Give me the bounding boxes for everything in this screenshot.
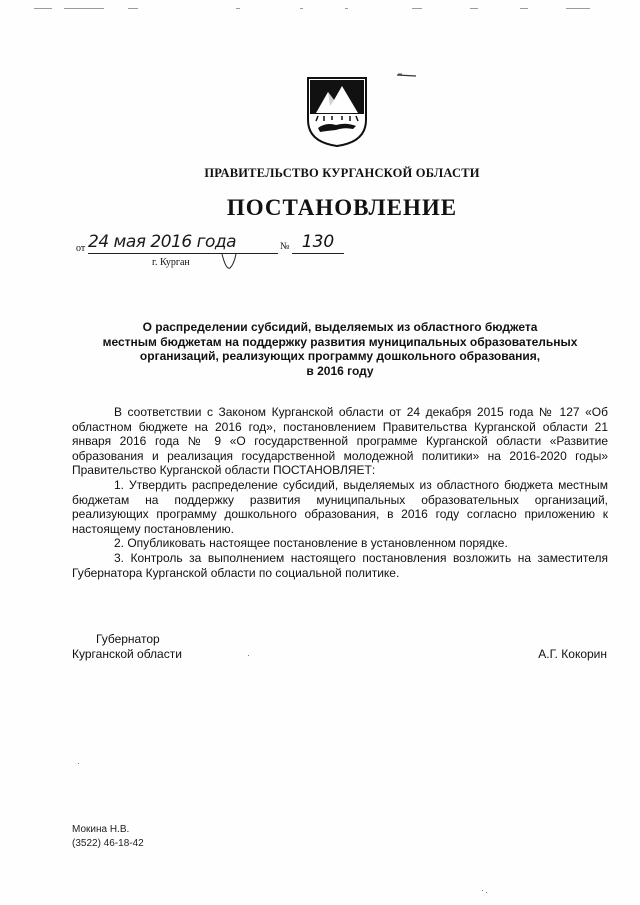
body-paragraph-item-3: 3. Контроль за выполнением настоящего постановления возложить на заместителя Губернатора Курганской области по социальной политике. bbox=[72, 550, 608, 580]
scan-artifact bbox=[412, 8, 422, 9]
scan-artifact bbox=[64, 8, 104, 9]
scan-artifact bbox=[248, 655, 249, 656]
document-type-title: ПОСТАНОВЛЕНИЕ bbox=[226, 195, 458, 220]
executor-info bbox=[72, 823, 144, 850]
handwritten-number: 130 bbox=[292, 232, 344, 254]
scan-artifact bbox=[470, 8, 478, 9]
kurgan-coat-of-arms-icon bbox=[306, 76, 368, 148]
scan-artifact bbox=[78, 763, 79, 764]
scan-artifact bbox=[486, 892, 487, 893]
subject-line: организаций, реализующих программу дошкольного образования, bbox=[139, 349, 541, 363]
body-paragraph-item-2: 2. Опубликовать настоящее постановление в установленном порядке. bbox=[114, 536, 508, 551]
signer-name: А.Г. Кокорин bbox=[538, 647, 607, 661]
document-subject bbox=[60, 320, 620, 378]
scan-artifact bbox=[345, 8, 348, 9]
document-body bbox=[72, 405, 608, 580]
scan-artifact bbox=[236, 8, 240, 9]
scan-artifact bbox=[520, 8, 528, 9]
number-label: № bbox=[280, 241, 290, 252]
executor-name: Мокина Н.В. bbox=[72, 824, 130, 835]
executor-phone: (3522) 46-18-42 bbox=[72, 837, 144, 849]
registration-mark bbox=[396, 72, 418, 78]
city-label: г. Курган bbox=[152, 257, 190, 268]
subject-line: в 2016 году bbox=[306, 363, 374, 378]
body-paragraph-item-1: 1. Утвердить распределение субсидий, выделяемых из областного бюджета местным бюджетам на поддержку развития муниципальных образовательных организаций, реализующих программу дошкольного образования, в 2016 году согласно приложению к настоящему постановлению. bbox=[72, 477, 608, 536]
subject-line: О распределении субсидий, выделяемых из областного бюджета bbox=[142, 320, 538, 334]
scan-artifact bbox=[34, 8, 52, 9]
body-paragraph-preamble: В соответствии с Законом Курганской области от 24 декабря 2015 года № 127 «Об областном бюджете на 2016 год», постановлением Правительства Курганской области 21 января 2016 года № 9 «О государственной программе Курганской области «Развитие образования и реализация государственной молодежной политики» на 2016-2020 годы» Правительство Курганской области ПОСТАНОВЛЯЕТ: bbox=[72, 405, 608, 478]
handwritten-date: 24 мая 2016 года bbox=[88, 232, 278, 254]
subject-line: местным бюджетам на поддержку развития муниципальных образовательных bbox=[102, 334, 578, 349]
scan-artifact bbox=[482, 890, 483, 891]
signer-role-line: Губернатор bbox=[96, 632, 160, 646]
scan-artifact bbox=[566, 8, 590, 9]
scan-artifact bbox=[128, 8, 138, 9]
from-label: от bbox=[76, 243, 86, 254]
scan-artifact bbox=[300, 8, 303, 9]
date-number-line bbox=[76, 232, 376, 272]
signer-role bbox=[72, 632, 182, 661]
government-title: ПРАВИТЕЛЬСТВО КУРГАНСКОЙ ОБЛАСТИ bbox=[204, 166, 480, 180]
signer-role-line: Курганской области bbox=[72, 646, 182, 661]
handwriting-swash bbox=[220, 252, 240, 272]
